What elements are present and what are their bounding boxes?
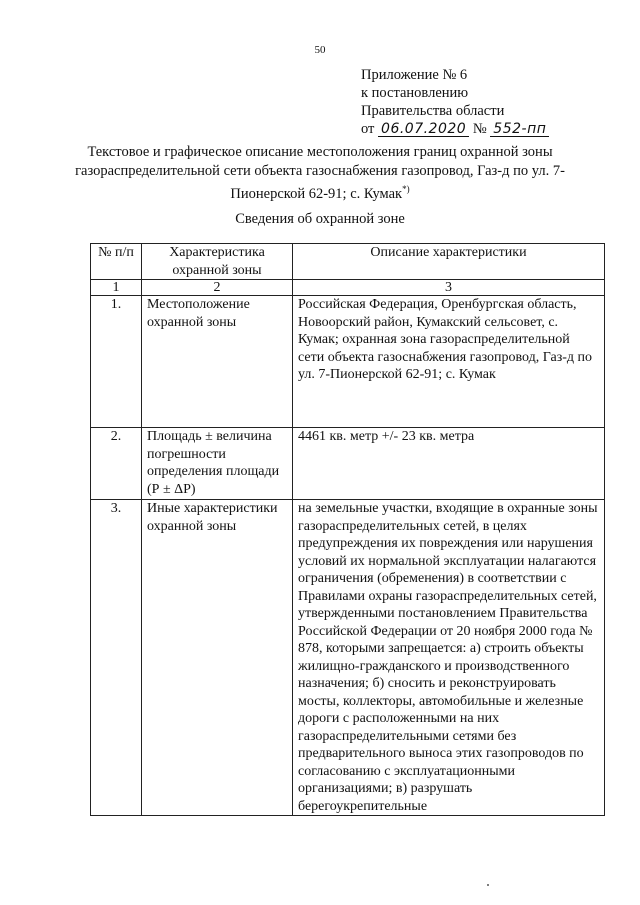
header-number: № п/п	[91, 244, 142, 280]
column-number-1: 1	[91, 280, 142, 296]
row-number: 2.	[91, 428, 142, 500]
scan-speck	[487, 884, 489, 886]
column-number-row	[91, 280, 605, 296]
number-prefix: №	[472, 121, 487, 137]
row-characteristic: Площадь ± величина погрешности определения площади (Р ± ΔР)	[142, 428, 293, 500]
header-description: Описание характеристики	[293, 244, 605, 280]
title-text: Текстовое и графическое описание местоположения границ охранной зоны газораспределительной сети объекта газоснабжения газопровод, Газ-д по ул. 7-Пионерской 62-91; с. Кумак	[75, 144, 565, 202]
table-row	[91, 296, 605, 428]
appendix-date-line	[361, 120, 611, 138]
handwritten-date: 06.07.2020	[378, 120, 469, 138]
column-number-2: 2	[142, 280, 293, 296]
appendix-block	[361, 66, 611, 138]
row-characteristic: Иные характеристики охранной зоны	[142, 500, 293, 816]
column-number-3: 3	[293, 280, 605, 296]
protection-zone-table	[90, 243, 605, 816]
appendix-line-3: Правительства области	[361, 103, 505, 119]
table-row	[91, 428, 605, 500]
page-number: 50	[314, 44, 326, 56]
date-prefix: от	[361, 121, 375, 137]
document-title	[70, 143, 570, 203]
row-number: 1.	[91, 296, 142, 428]
handwritten-number: 552-пп	[490, 120, 549, 138]
appendix-title: Приложение № 6	[361, 67, 468, 83]
appendix-line-2: к постановлению	[361, 85, 469, 101]
row-description: Российская Федерация, Оренбургская область, Новоорский район, Кумакский сельсовет, с. Кумак; охранная зона газораспределительной сети объекта газоснабжения газопровод, Газ-д по ул. 7-Пионерской 62-91; с. Кумак	[293, 296, 605, 428]
row-description: на земельные участки, входящие в охранные зоны газораспределительных сетей, в целях предупреждения их повреждения или нарушения условий их нормальной эксплуатации налагаются ограничения (обременения) в соответствии с Правилами охраны газораспределительных сетей, утвержденными постановлением Правительства Российской Федерации от 20 ноября 2000 года № 878, которыми запрещается: а) строить объекты жилищно-гражданского и производственного назначения; б) сносить и реконструировать мосты, коллекторы, автомобильные и железные дороги с расположенными на них газораспределительными сетями без предварительного выноса этих газопроводов по согласованию с эксплуатационными организациями; в) разрушать берегоукрепительные	[293, 500, 605, 816]
table-header-row	[91, 244, 605, 280]
header-characteristic: Характеристика охранной зоны	[142, 244, 293, 280]
row-number: 3.	[91, 500, 142, 816]
section-subtitle: Сведения об охранной зоне	[235, 211, 405, 227]
row-description: 4461 кв. метр +/- 23 кв. метра	[293, 428, 605, 500]
table-row	[91, 500, 605, 816]
row-characteristic: Местоположение охранной зоны	[142, 296, 293, 428]
footnote-mark: *)	[402, 184, 410, 194]
